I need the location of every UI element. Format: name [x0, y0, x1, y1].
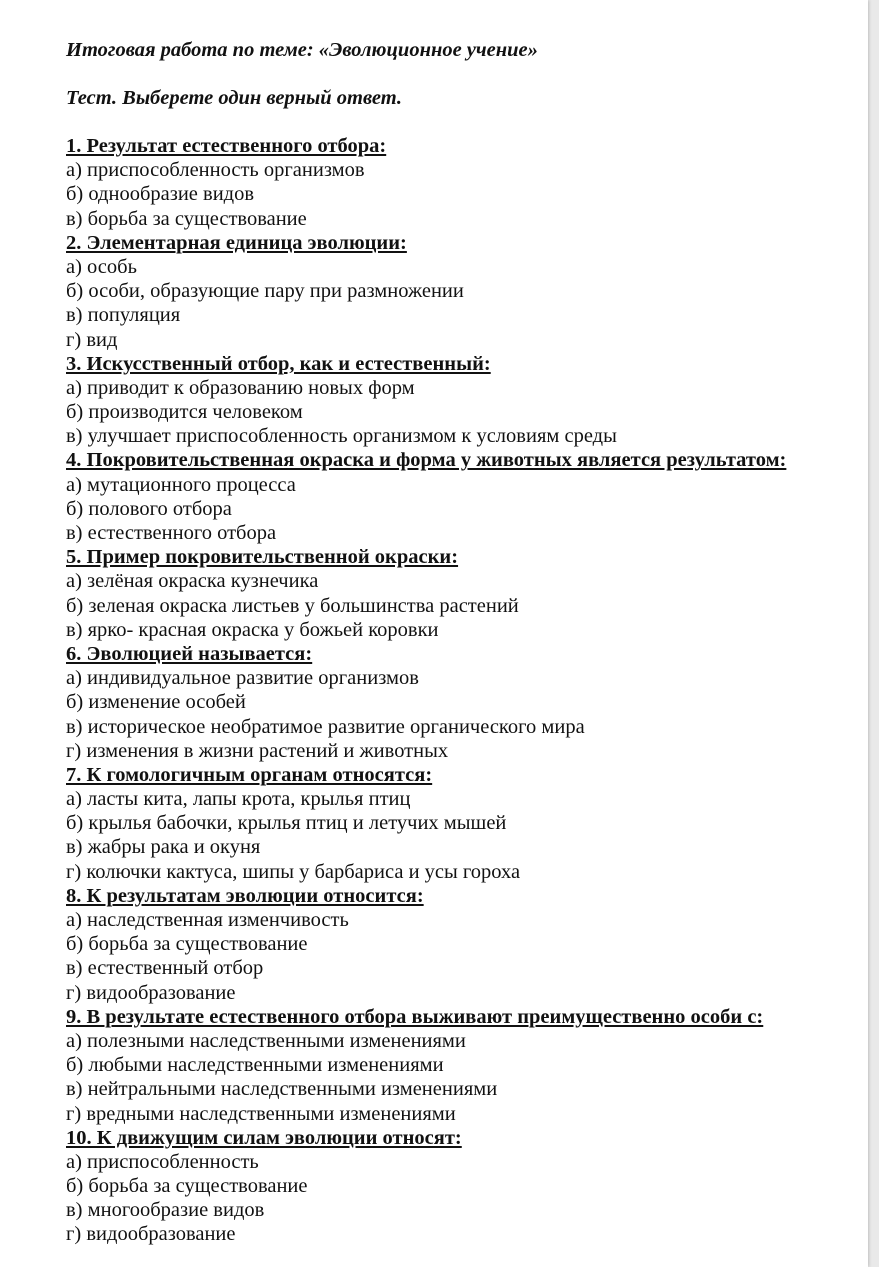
- answer-option: а) полезными наследственными изменениями: [66, 1029, 466, 1052]
- answer-option: б) полового отбора: [66, 497, 232, 520]
- answer-option: б) однообразие видов: [66, 183, 255, 206]
- answer-option: в) историческое необратимое развитие органического мира: [66, 715, 585, 738]
- answer-option: б) изменение особей: [66, 691, 246, 714]
- answer-option: г) вредными наследственными изменениями: [66, 1102, 456, 1125]
- answer-option: а) наследственная изменчивость: [66, 909, 349, 931]
- answer-option: б) зеленая окраска листьев у большинства растений: [66, 594, 519, 617]
- question-6: [66, 642, 856, 763]
- answer-option: в) ярко- красная окраска у божьей коровки: [66, 618, 439, 641]
- question-9: [66, 1005, 856, 1126]
- answer-option: а) зелёная окраска кузнечика: [66, 570, 319, 593]
- question-4: [66, 448, 856, 545]
- answer-option: б) борьба за существование: [66, 1175, 308, 1198]
- answer-option: г) колючки кактуса, шипы у барбариса и усы гороха: [66, 860, 521, 883]
- answer-option: в) борьба за существование: [66, 207, 307, 230]
- answer-option: а) особь: [66, 255, 137, 278]
- answer-option: г) видообразование: [66, 1223, 236, 1246]
- question-title: 6. Эволюцией называется:: [66, 642, 313, 665]
- answer-option: а) приводит к образованию новых форм: [66, 376, 415, 399]
- document-content: [66, 38, 856, 1247]
- answer-option: а) индивидуальное развитие организмов: [66, 667, 419, 690]
- question-3: [66, 352, 856, 449]
- question-title: 10. К движущим силам эволюции относят:: [66, 1126, 462, 1149]
- question-list: [66, 134, 856, 1247]
- question-1: [66, 134, 856, 231]
- test-instructions: Тест. Выберете один верный ответ.: [66, 87, 403, 109]
- question-8: [66, 884, 856, 1005]
- answer-option: в) популяция: [66, 304, 181, 327]
- question-7: [66, 763, 856, 884]
- question-title: 8. К результатам эволюции относится:: [66, 884, 424, 907]
- question-2: [66, 231, 856, 352]
- answer-option: б) особи, образующие пару при размножении: [66, 280, 464, 303]
- answer-option: а) ласты кита, лапы крота, крылья птиц: [66, 788, 411, 811]
- answer-option: г) изменения в жизни растений и животных: [66, 739, 449, 762]
- question-5: [66, 545, 856, 642]
- answer-option: в) улучшает приспособленность организмом к условиям среды: [66, 425, 617, 448]
- answer-option: в) естественный отбор: [66, 957, 264, 980]
- answer-option: в) многообразие видов: [66, 1199, 265, 1222]
- answer-option: г) видообразование: [66, 981, 236, 1004]
- answer-option: а) приспособленность: [66, 1150, 259, 1173]
- question-title: 1. Результат естественного отбора:: [66, 135, 387, 157]
- answer-option: а) мутационного процесса: [66, 473, 296, 496]
- question-title: 4. Покровительственная окраска и форма у животных является результатом:: [66, 449, 787, 472]
- question-title: 3. Искусственный отбор, как и естественный:: [66, 352, 491, 375]
- answer-option: б) любыми наследственными изменениями: [66, 1054, 444, 1077]
- answer-option: б) борьба за существование: [66, 933, 308, 956]
- question-title: 9. В результате естественного отбора выживают преимущественно особи с:: [66, 1005, 764, 1028]
- answer-option: в) естественного отбора: [66, 522, 277, 544]
- question-title: 5. Пример покровительственной окраски:: [66, 546, 459, 569]
- question-10: [66, 1126, 856, 1247]
- answer-option: г) вид: [66, 328, 118, 351]
- answer-option: в) жабры рака и окуня: [66, 836, 261, 859]
- answer-option: б) производится человеком: [66, 401, 303, 424]
- answer-option: б) крылья бабочки, крылья птиц и летучих мышей: [66, 812, 507, 835]
- answer-option: а) приспособленность организмов: [66, 159, 365, 182]
- document-title: Итоговая работа по теме: «Эволюционное учение»: [66, 39, 538, 61]
- question-title: 2. Элементарная единица эволюции:: [66, 231, 407, 254]
- answer-option: в) нейтральными наследственными изменениями: [66, 1078, 498, 1101]
- question-title: 7. К гомологичным органам относятся:: [66, 763, 433, 786]
